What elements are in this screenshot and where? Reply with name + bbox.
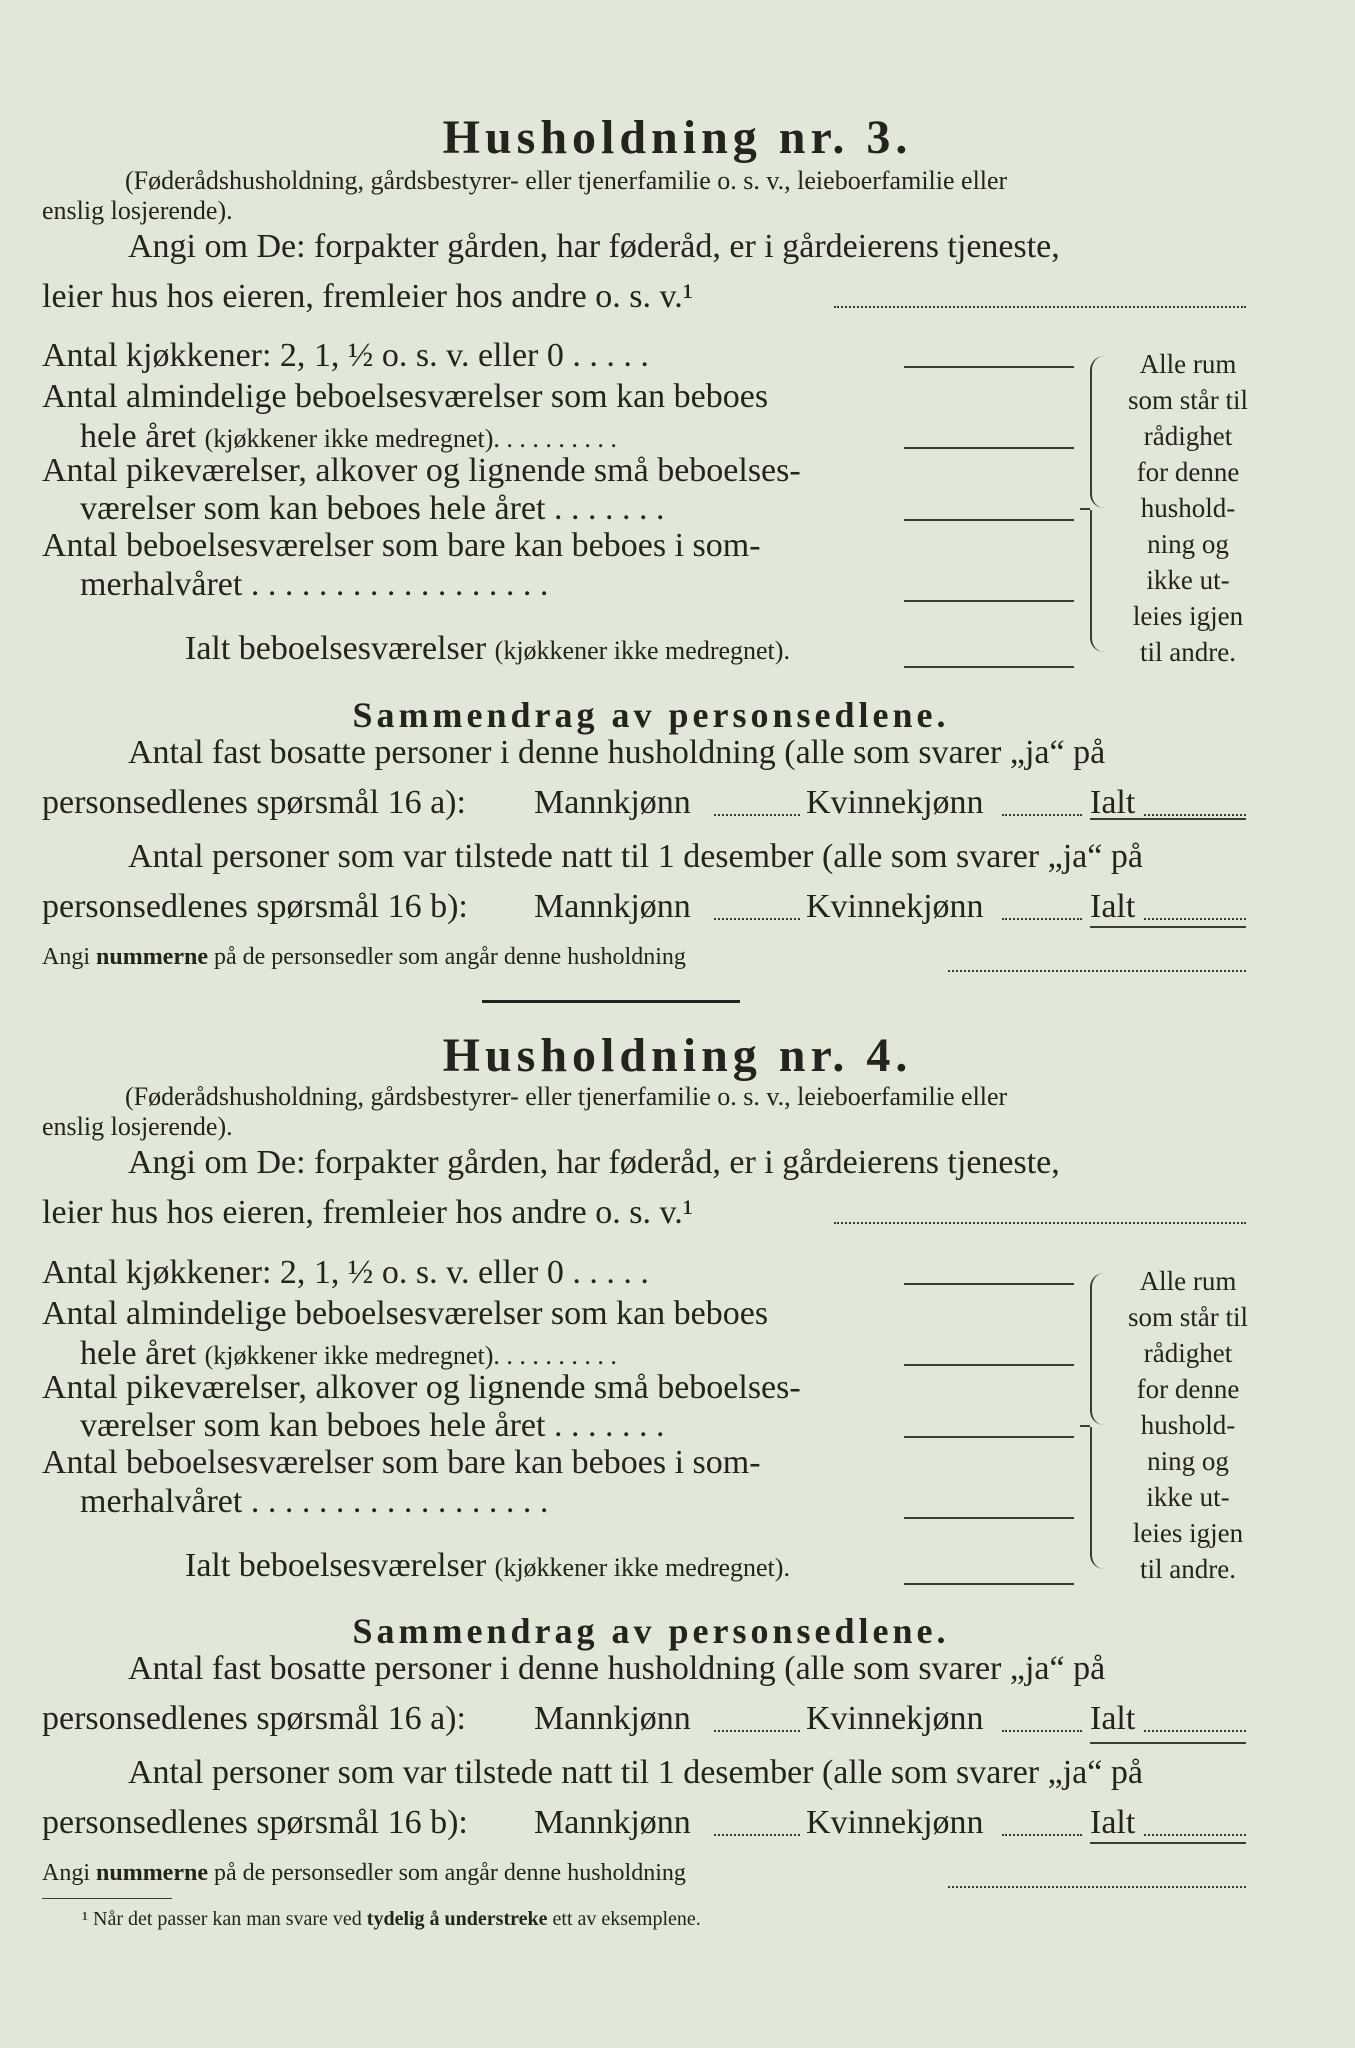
household-4-resident-male-label: Mannkjønn (534, 1700, 691, 1737)
side-note: Alle rum som står til rådighet for denne hushold- ning og ikke ut- leies igjen til andre. (1128, 349, 1248, 667)
household-4-ordinary-rooms-label: Antal almindelige beboelsesværelser som kan beboes (42, 1295, 769, 1332)
brace-bottom (1090, 510, 1108, 652)
summer-rooms-label-cont: merhalvåret . . . . . . . . . . . . . . . . . . (80, 566, 549, 603)
summer-rooms-answer-line[interactable] (904, 600, 1074, 602)
brace-tip (1080, 508, 1090, 510)
resident-persons-label: Antal fast bosatte personer i denne husholdning (alle som svarer „ja“ på (128, 734, 1106, 771)
ordinary-rooms-label-cont: hele året (kjøkkener ikke medregnet). . . . . . . . . . (80, 418, 617, 455)
present-total-rule (1090, 926, 1246, 928)
household-4-present-persons-label: Antal personer som var tilstede natt til 1 desember (alle som svarer „ja“ på (128, 1754, 1143, 1791)
household-4-total-rooms-answer-line[interactable] (904, 1583, 1074, 1585)
total-rooms-label: Ialt beboelsesværelser (kjøkkener ikke medregnet). (185, 630, 790, 667)
brace-top (1090, 356, 1108, 508)
present-male-label: Mannkjønn (534, 888, 691, 925)
resident-male-label: Mannkjønn (534, 784, 691, 821)
household-4-present-total-label: Ialt (1090, 1804, 1136, 1841)
household-4-present-female-field[interactable] (1002, 1834, 1082, 1836)
household-4-present-total-field[interactable] (1144, 1834, 1246, 1836)
household-4-brace-bottom (1090, 1427, 1108, 1569)
maid-rooms-answer-line[interactable] (904, 519, 1074, 521)
tenure-question-cont: leier hus hos eieren, fremleier hos andre o. s. v.¹ (42, 278, 693, 315)
household-4-numbers-label: Angi nummerne på de personsedler som angår denne husholdning (42, 1860, 686, 1886)
resident-female-label: Kvinnekjønn (806, 784, 984, 821)
summer-rooms-label: Antal beboelsesværelser som bare kan beboes i som- (42, 527, 761, 564)
present-persons-question: personsedlenes spørsmål 16 b): (42, 888, 468, 925)
tenure-question: Angi om De: forpakter gården, har føderåd, er i gårdeierens tjeneste, (128, 228, 1060, 265)
resident-total-rule (1090, 818, 1246, 820)
household-4-resident-female-field[interactable] (1002, 1730, 1082, 1732)
household-4-resident-persons-label: Antal fast bosatte personer i denne husholdning (alle som svarer „ja“ på (128, 1650, 1106, 1687)
kitchens-label: Antal kjøkkener: 2, 1, ½ o. s. v. eller 0 . . . . . (42, 337, 649, 374)
household-4-kitchens-label: Antal kjøkkener: 2, 1, ½ o. s. v. eller 0 . . . . . (42, 1254, 649, 1291)
present-male-field[interactable] (714, 918, 800, 920)
household-4-numbers-field[interactable] (948, 1886, 1246, 1888)
present-total-label: Ialt (1090, 888, 1136, 925)
household-4-summer-rooms-label-cont: merhalvåret . . . . . . . . . . . . . . . . . . (80, 1483, 549, 1520)
household-4-kitchens-answer-line[interactable] (904, 1283, 1074, 1285)
ordinary-rooms-answer-line[interactable] (904, 447, 1074, 449)
household-4-resident-total-label: Ialt (1090, 1700, 1136, 1737)
household-4-summer-rooms-answer-line[interactable] (904, 1517, 1074, 1519)
summary-title: Sammendrag av personsedlene. (352, 695, 950, 735)
household-4-intro-cont: enslig losjerende). (42, 1112, 233, 1141)
ordinary-rooms-label: Antal almindelige beboelsesværelser som kan beboes (42, 378, 769, 415)
household-4-resident-persons-question: personsedlenes spørsmål 16 a): (42, 1700, 466, 1737)
household-4-summary-title: Sammendrag av personsedlene. (352, 1611, 950, 1651)
household-4-tenure-answer-line[interactable] (834, 1222, 1246, 1224)
household-3-numbers-label: Angi nummerne på de personsedler som angår denne husholdning (42, 944, 686, 970)
present-total-field[interactable] (1144, 918, 1246, 920)
household-4-present-total-rule (1090, 1842, 1246, 1844)
maid-rooms-label: Antal pikeværelser, alkover og lignende små beboelses- (42, 452, 801, 489)
footnote: ¹ Når det passer kan man svare ved tydelig å understreke ett av eksemplene. (82, 1908, 701, 1930)
household-4-resident-total-field[interactable] (1144, 1730, 1246, 1732)
present-female-label: Kvinnekjønn (806, 888, 984, 925)
household-4-summer-rooms-label: Antal beboelsesværelser som bare kan beboes i som- (42, 1444, 761, 1481)
household-4-resident-male-field[interactable] (714, 1730, 800, 1732)
household-4-present-persons-question: personsedlenes spørsmål 16 b): (42, 1804, 468, 1841)
household-4-intro: (Føderådshusholdning, gårdsbestyrer- eller tjenerfamilie o. s. v., leieboerfamilie eller (125, 1082, 1008, 1111)
household-4-ordinary-rooms-answer-line[interactable] (904, 1364, 1074, 1366)
household-4-present-female-label: Kvinnekjønn (806, 1804, 984, 1841)
resident-total-label: Ialt (1090, 784, 1136, 821)
household-4-tenure-question-cont: leier hus hos eieren, fremleier hos andre o. s. v.¹ (42, 1194, 693, 1231)
present-persons-label: Antal personer som var tilstede natt til 1 desember (alle som svarer „ja“ på (128, 838, 1143, 875)
maid-rooms-label-cont: værelser som kan beboes hele året . . . . . . . (80, 490, 665, 527)
household-4-resident-female-label: Kvinnekjønn (806, 1700, 984, 1737)
total-rooms-answer-line[interactable] (904, 666, 1074, 668)
household-title: Husholdning nr. 3. (442, 111, 913, 164)
tenure-answer-line[interactable] (834, 306, 1246, 308)
household-intro: (Føderådshusholdning, gårdsbestyrer- eller tjenerfamilie o. s. v., leieboerfamilie eller (125, 166, 1008, 195)
household-4-ordinary-rooms-label-cont: hele året (kjøkkener ikke medregnet). . . . . . . . . . (80, 1335, 617, 1372)
household-4-side-note: Alle rum som står til rådighet for denne hushold- ning og ikke ut- leies igjen til andre. (1128, 1266, 1248, 1584)
household-4-title: Husholdning nr. 4. (442, 1029, 913, 1082)
footnote-rule (42, 1898, 172, 1899)
household-3-section (0, 0, 1355, 940)
kitchens-answer-line[interactable] (904, 366, 1074, 368)
resident-female-field[interactable] (1002, 814, 1082, 816)
resident-male-field[interactable] (714, 814, 800, 816)
resident-total-field[interactable] (1144, 814, 1246, 816)
household-4-present-male-field[interactable] (714, 1834, 800, 1836)
household-4-total-rooms-label: Ialt beboelsesværelser (kjøkkener ikke medregnet). (185, 1547, 790, 1584)
household-4-tenure-question: Angi om De: forpakter gården, har føderåd, er i gårdeierens tjeneste, (128, 1144, 1060, 1181)
household-4-maid-rooms-answer-line[interactable] (904, 1436, 1074, 1438)
household-4-maid-rooms-label: Antal pikeværelser, alkover og lignende små beboelses- (42, 1369, 801, 1406)
household-4-present-male-label: Mannkjønn (534, 1804, 691, 1841)
household-4-maid-rooms-label-cont: værelser som kan beboes hele året . . . . . . . (80, 1407, 665, 1444)
household-divider (482, 1000, 740, 1003)
present-female-field[interactable] (1002, 918, 1082, 920)
household-4-brace-top (1090, 1273, 1108, 1425)
household-3-numbers-field[interactable] (948, 970, 1246, 972)
household-intro-cont: enslig losjerende). (42, 196, 233, 225)
household-4-brace-tip (1080, 1425, 1090, 1427)
household-4-resident-total-rule (1090, 1742, 1246, 1744)
resident-persons-question: personsedlenes spørsmål 16 a): (42, 784, 466, 821)
